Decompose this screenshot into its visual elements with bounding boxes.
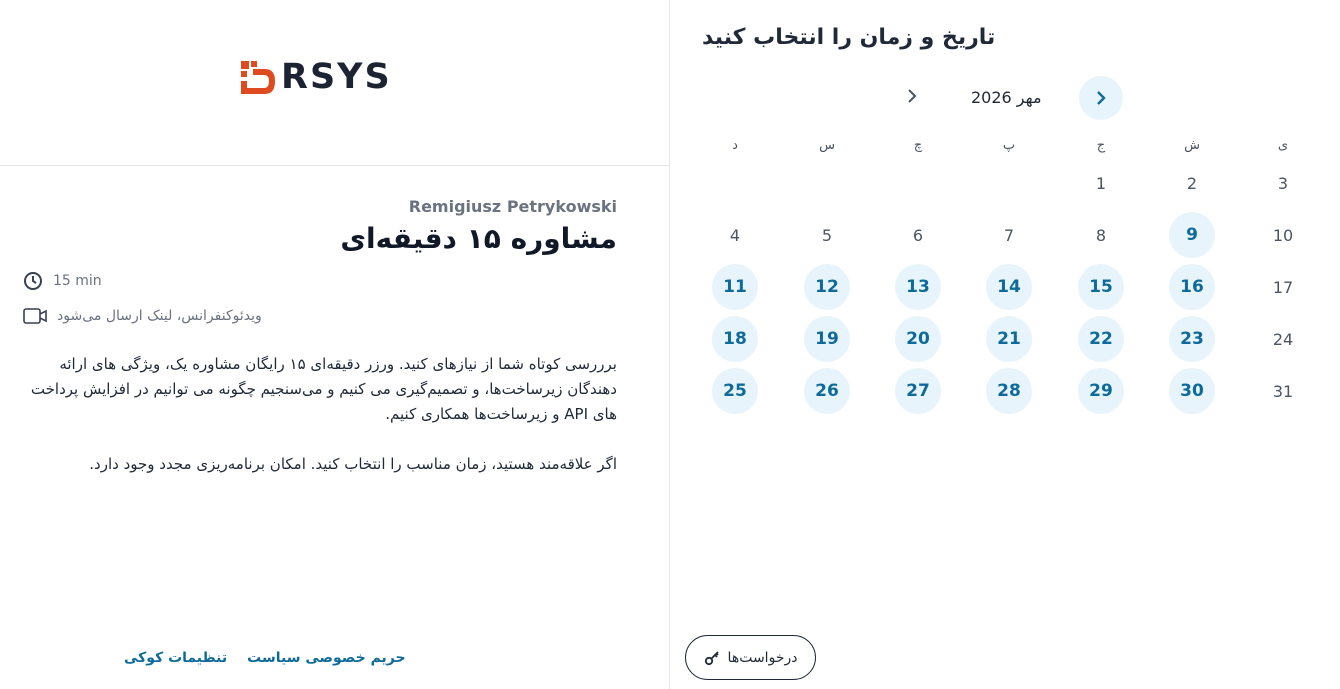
available-day-button[interactable]: 25: [712, 368, 758, 414]
weekday-label: س: [819, 138, 835, 153]
available-day-button[interactable]: 21: [986, 316, 1032, 362]
picker-title: تاریخ و زمان را انتخاب کنید: [702, 25, 996, 50]
calendar-day: 7: [1003, 225, 1015, 245]
logo-mark-icon: [239, 59, 276, 96]
host-name: Remigiusz Petrykowski: [408, 197, 617, 216]
calendar-day: 1: [1095, 173, 1107, 193]
weekday-label: ج: [1096, 138, 1106, 153]
available-day-button[interactable]: 15: [1078, 264, 1124, 310]
calendar-day: 8: [1095, 225, 1107, 245]
calendar-day: 24: [1272, 329, 1294, 349]
calendar-day: 2: [1186, 173, 1198, 193]
header-divider: [0, 165, 670, 166]
month-navigation: [671, 76, 1340, 120]
available-day-button[interactable]: 16: [1169, 264, 1215, 310]
privacy-policy-link[interactable]: حریم خصوصی سیاست: [247, 650, 406, 666]
next-month-button[interactable]: [1079, 76, 1123, 120]
event-description-note: اگر علاقه‌مند هستید، زمان مناسب را انتخاب کنید. امکان برنامه‌ریزی مجدد وجود دارد.: [89, 455, 617, 473]
date-picker-panel: [671, 0, 1340, 689]
current-month-label: مهر 2026: [971, 88, 1042, 107]
available-day-button[interactable]: 27: [895, 368, 941, 414]
clock-icon: [23, 271, 43, 291]
available-day-button[interactable]: 28: [986, 368, 1032, 414]
footer-links: [124, 650, 406, 666]
calendar-day: 6: [912, 225, 924, 245]
weekday-label: پ: [1002, 138, 1016, 153]
key-icon: [704, 650, 720, 666]
weekday-label: ش: [1184, 138, 1200, 153]
language-button-label: درخواست‌ها: [727, 649, 798, 666]
event-title: مشاوره ۱۵ دقیقه‌ای: [340, 222, 617, 255]
calendar-day: 10: [1272, 225, 1294, 245]
previous-month-button[interactable]: [900, 84, 924, 108]
weekday-label: چ: [913, 138, 923, 153]
duration-text: 15 min: [53, 273, 102, 289]
available-day-button[interactable]: 11: [712, 264, 758, 310]
calendar-day: 31: [1272, 381, 1294, 401]
conference-row: [23, 306, 262, 326]
logo-text: RSYS: [281, 57, 392, 97]
calendar-day: 4: [729, 225, 741, 245]
available-day-button[interactable]: 13: [895, 264, 941, 310]
calendar-day: 17: [1272, 277, 1294, 297]
cookie-settings-link[interactable]: تنظیمات کوکی: [124, 650, 228, 666]
available-day-button[interactable]: 29: [1078, 368, 1124, 414]
video-camera-icon: [23, 306, 47, 326]
language-button[interactable]: [685, 635, 816, 680]
available-day-button[interactable]: 19: [804, 316, 850, 362]
chevron-right-icon: [1094, 91, 1108, 105]
available-day-button[interactable]: 22: [1078, 316, 1124, 362]
available-day-button[interactable]: 30: [1169, 368, 1215, 414]
available-day-button[interactable]: 12: [804, 264, 850, 310]
available-day-button[interactable]: 9: [1169, 212, 1215, 258]
chevron-right-icon: [905, 89, 919, 103]
available-day-button[interactable]: 18: [712, 316, 758, 362]
available-day-button[interactable]: 14: [986, 264, 1032, 310]
calendar-day: 3: [1277, 173, 1289, 193]
calendar-day: 5: [821, 225, 833, 245]
event-description: برررسی کوتاه شما از نیازهای ‌کنید. ورزر دقیقه‌ای ۱۵ رایگان مشاوره یک، ویژگی ‌های ارائه دهندگان زیرساخت‌ها، و تصمیم‌گیری ‌می ‌کنیم و ‌می‌سنجیم چگونه ‌می ‌توانیم در افزایش ‌پرداخت ‌ها‌ی API و زیرساخت‌ها همکاری کنیم.: [30, 355, 617, 423]
company-logo: [239, 59, 423, 96]
duration-row: [23, 271, 102, 291]
available-day-button[interactable]: 26: [804, 368, 850, 414]
weekday-label: ی: [1277, 138, 1289, 153]
available-day-button[interactable]: 20: [895, 316, 941, 362]
available-day-button[interactable]: 23: [1169, 316, 1215, 362]
weekday-label: د: [732, 138, 738, 153]
conference-text: ویدئوکنفرانس، لینک ارسال می‌شود: [57, 308, 262, 324]
